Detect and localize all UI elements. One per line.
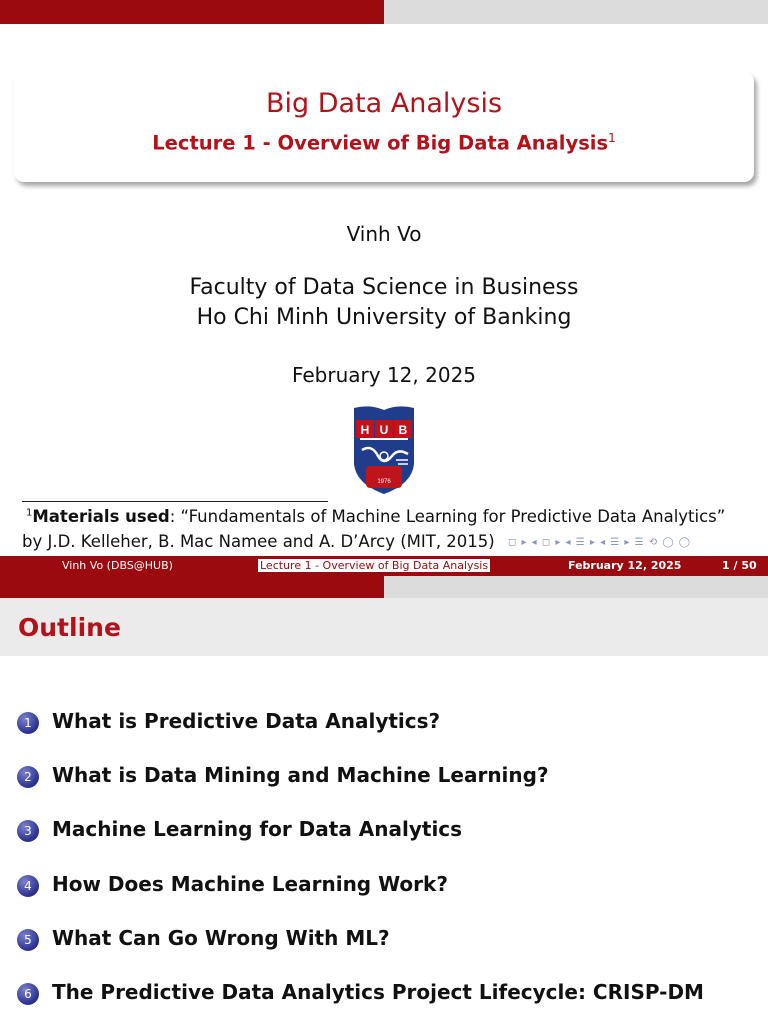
footnote-line-2: by J.D. Kelleher, B. Mac Namee and A. D’Arcy (MIT, 2015) (22, 532, 495, 551)
header-bar-red (0, 576, 384, 598)
subtitle-footnote-mark[interactable]: 1 (608, 131, 616, 145)
bullet-number-icon: 4 (17, 875, 39, 897)
logo-letter-b: B (398, 423, 408, 437)
bullet-number-icon: 1 (17, 712, 39, 734)
logo-year: 1976 (377, 479, 391, 485)
top-header-bar (0, 0, 768, 24)
header-bar-gray (384, 576, 768, 598)
footer-author: Vinh Vo (DBS@HUB) (62, 559, 173, 572)
footnote-bold: Materials used (32, 507, 170, 526)
footer-page-number: 1 / 50 (722, 559, 757, 572)
institution-line-1: Faculty of Data Science in Business (189, 275, 579, 300)
logo-letter-h: H (360, 423, 370, 437)
bullet-number-icon: 5 (17, 929, 39, 951)
slide-title: Big Data Analysis (265, 88, 503, 119)
institution-line-2: Ho Chi Minh University of Banking (196, 305, 572, 330)
footer-date: February 12, 2025 (568, 559, 682, 572)
logo-letter-u: U (379, 423, 389, 437)
outline-item-label: The Predictive Data Analytics Project Lifecycle: CRISP-DM (52, 980, 704, 1004)
slide-subtitle (0, 131, 768, 155)
presentation-date: February 12, 2025 (291, 363, 477, 387)
footnote-text: : “Fundamentals of Machine Learning for Predictive Data Analytics” (169, 507, 726, 526)
second-slide-header-bar (0, 576, 768, 598)
hub-logo (352, 404, 416, 496)
slide-footer (0, 556, 768, 576)
footer-title: Lecture 1 - Overview of Big Data Analysis (260, 559, 489, 572)
outline-item-label: What Can Go Wrong With ML? (52, 926, 390, 950)
outline-item-label: How Does Machine Learning Work? (52, 872, 448, 896)
header-bar-red (0, 0, 384, 24)
bullet-number-icon: 6 (17, 983, 39, 1005)
header-bar-gray (384, 0, 768, 24)
outline-item-label: Machine Learning for Data Analytics (52, 817, 463, 841)
footnote-mark: 1 (26, 507, 33, 519)
slide-subtitle-text: Lecture 1 - Overview of Big Data Analysis (152, 131, 609, 155)
author: Vinh Vo (346, 222, 422, 246)
beamer-navigation-icons[interactable]: ◻ ▸ ◂ ◻ ▸ ◂ ☰ ▸ ◂ ☰ ▸ ☰ ⟲ ◯ ◯ (508, 537, 691, 548)
outline-heading: Outline (18, 613, 121, 642)
footnote-rule (22, 501, 328, 502)
bullet-number-icon: 2 (17, 766, 39, 788)
outline-item-label: What is Data Mining and Machine Learning? (52, 763, 549, 787)
outline-item-label: What is Predictive Data Analytics? (52, 709, 441, 733)
footnote-line-1 (26, 507, 725, 526)
bullet-number-icon: 3 (17, 820, 39, 842)
